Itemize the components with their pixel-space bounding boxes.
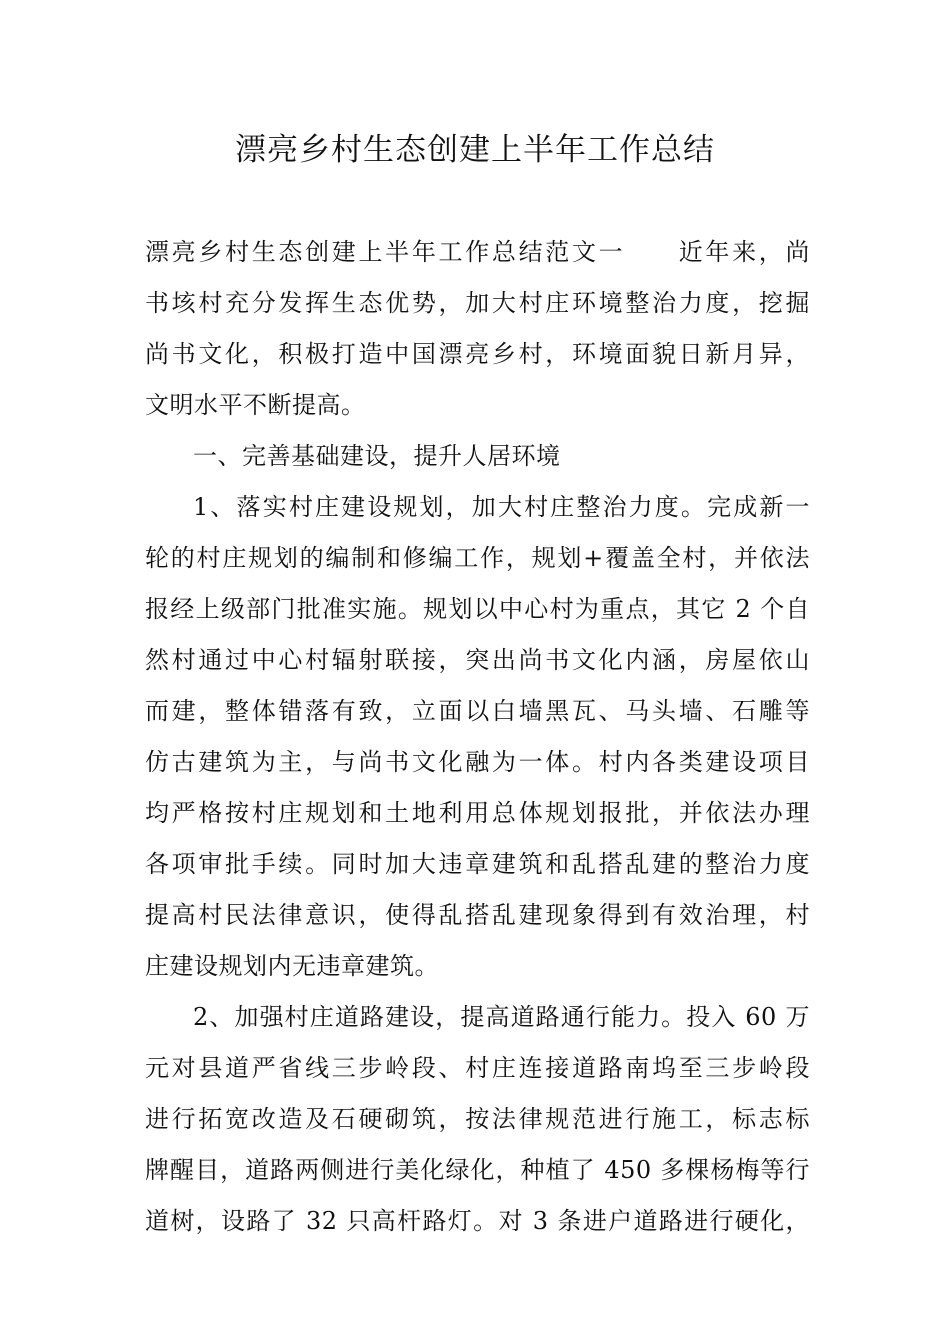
body-line: 而建，整体错落有致，立面以白墙黑瓦、马头墙、石雕等 <box>145 697 810 725</box>
body-line: 各项审批手续。同时加大违章建筑和乱搭乱建的整治力度 <box>145 850 810 878</box>
document-body <box>145 227 810 1247</box>
body-line: 均严格按村庄规划和土地利用总体规划报批，并依法办理 <box>145 799 810 827</box>
body-line: 庄建设规划内无违章建筑。 <box>145 952 439 980</box>
section-heading: 一、完善基础建设，提升人居环境 <box>193 442 561 470</box>
document-title: 漂亮乡村生态创建上半年工作总结 <box>235 132 715 168</box>
body-line: 2、加强村庄道路建设，提高道路通行能力。投入 60 万 <box>193 1003 810 1031</box>
body-line: 元对县道严省线三步岭段、村庄连接道路南坞至三步岭段 <box>145 1054 810 1082</box>
body-line: 报经上级部门批准实施。规划以中心村为重点，其它 2 个自 <box>145 595 810 623</box>
body-line: 轮的村庄规划的编制和修编工作，规划+覆盖全村，并依法 <box>145 544 810 572</box>
body-line: 然村通过中心村辐射联接，突出尚书文化内涵，房屋依山 <box>145 646 810 674</box>
body-line: 提高村民法律意识，使得乱搭乱建现象得到有效治理，村 <box>145 901 810 929</box>
body-line: 文明水平不断提高。 <box>145 391 366 419</box>
body-line: 道树，设路了 32 只高杆路灯。对 3 条进户道路进行硬化， <box>145 1207 810 1235</box>
body-line: 仿古建筑为主，与尚书文化融为一体。村内各类建设项目 <box>145 748 810 776</box>
body-line: 漂亮乡村生态创建上半年工作总结范文一 近年来，尚 <box>145 238 810 266</box>
body-line: 1、落实村庄建设规划，加大村庄整治力度。完成新一 <box>193 493 810 521</box>
body-line: 进行拓宽改造及石硬砌筑，按法律规范进行施工，标志标 <box>145 1105 810 1133</box>
body-line: 尚书文化，积极打造中国漂亮乡村，环境面貌日新月异， <box>145 340 810 368</box>
body-line: 书垓村充分发挥生态优势，加大村庄环境整治力度，挖掘 <box>145 289 810 317</box>
body-line: 牌醒目，道路两侧进行美化绿化，种植了 450 多棵杨梅等行 <box>145 1156 810 1184</box>
